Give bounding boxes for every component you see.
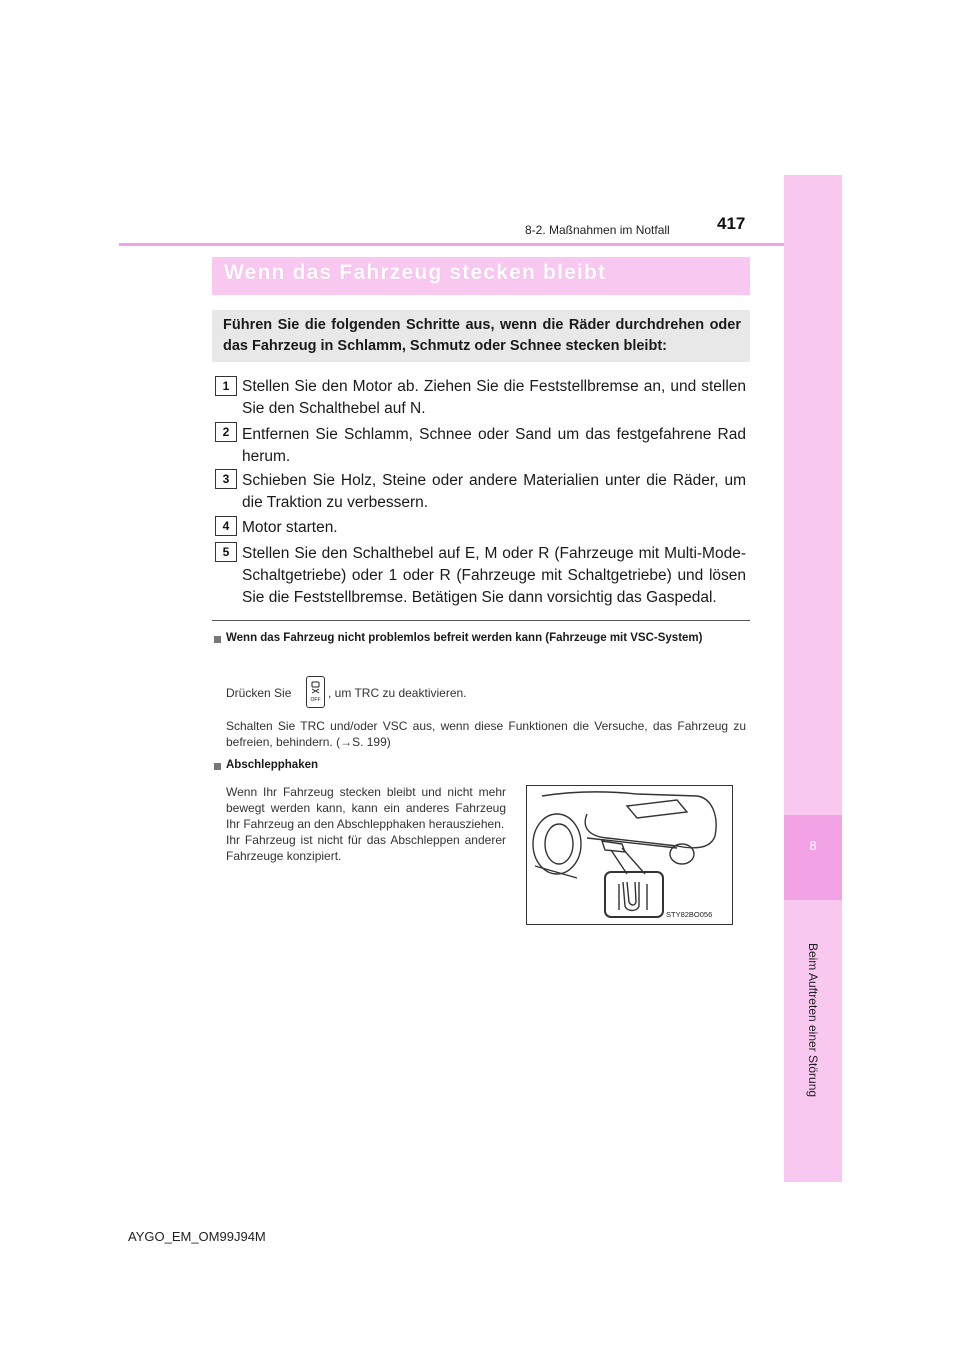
note-bullet-icon [214, 763, 221, 770]
section-label: 8-2. Maßnahmen im Notfall [525, 223, 670, 237]
chapter-number: 8 [809, 838, 817, 853]
intro-box [212, 310, 750, 362]
note-heading: Abschlepphaken [226, 759, 319, 771]
trc-off-icon [306, 676, 325, 708]
step-number-badge: 5 [215, 542, 237, 562]
hook-text-2: Ihr Fahrzeug ist nicht für das Abschleppen anderer Fahrzeuge konzipiert. [226, 833, 506, 863]
section-divider [212, 620, 750, 621]
header-divider [119, 243, 784, 246]
note-heading: Wenn das Fahrzeug nicht problemlos befreit werden kann (Fahrzeuge mit VSC-System) [226, 632, 703, 644]
step-text: Stellen Sie den Motor ab. Ziehen Sie die Feststellbremse an, und stellen Sie den Schalthebel auf N. [242, 378, 746, 417]
step-text: Stellen Sie den Schalthebel auf E, M oder R (Fahrzeuge mit Multi-Mode-Schaltgetriebe) oder 1 oder R (Fahrzeuge mit Schaltgetriebe) und lösen Sie die Feststellbremse. Betätigen Sie dann vorsichtig das Gaspedal. [242, 545, 746, 606]
figure-code: STY82BO056 [666, 910, 713, 919]
note-text [226, 784, 506, 864]
step-number-badge: 3 [215, 469, 237, 489]
tow-hook-illustration [527, 786, 732, 924]
step-text: Entfernen Sie Schlamm, Schnee oder Sand um das festgefahrene Rad herum. [242, 426, 746, 465]
hook-text-1: Wenn Ihr Fahrzeug stecken bleibt und nicht mehr bewegt werden kann, kann ein anderes Fahrzeug Ihr Fahrzeug an den Abschlepphaken herausziehen. [226, 785, 506, 831]
note-bullet-icon [214, 636, 221, 643]
note-press-text: Drücken Sie [226, 686, 292, 700]
step-text: Schieben Sie Holz, Steine oder andere Materialien unter die Räder, um die Traktion zu verbessern. [242, 472, 746, 511]
svg-text:OFF: OFF [310, 697, 321, 703]
note-text: Schalten Sie TRC und/oder VSC aus, wenn diese Funktionen die Versuche, das Fahrzeug zu befreien, behindern. (→S. 199) [226, 719, 746, 749]
chapter-title: Beim Auftreten einer Störung [806, 942, 820, 1098]
step-number-badge: 1 [215, 376, 237, 396]
step-number-badge: 4 [215, 516, 237, 536]
document-code: AYGO_EM_OM99J94M [128, 1229, 266, 1244]
step-number-badge: 2 [215, 422, 237, 442]
page-title: Wenn das Fahrzeug stecken bleibt [224, 261, 607, 284]
chapter-active-marker [784, 815, 842, 900]
tow-hook-figure [526, 785, 733, 925]
step-text: Motor starten. [242, 519, 338, 536]
title-banner [212, 257, 750, 295]
note-press-text-after: , um TRC zu deaktivieren. [328, 686, 467, 700]
intro-text: Führen Sie die folgenden Schritte aus, wenn die Räder durchdrehen oder das Fahrzeug in Schlamm, Schmutz oder Schnee stecken bleibt: [223, 317, 741, 354]
page-number: 417 [717, 214, 746, 233]
